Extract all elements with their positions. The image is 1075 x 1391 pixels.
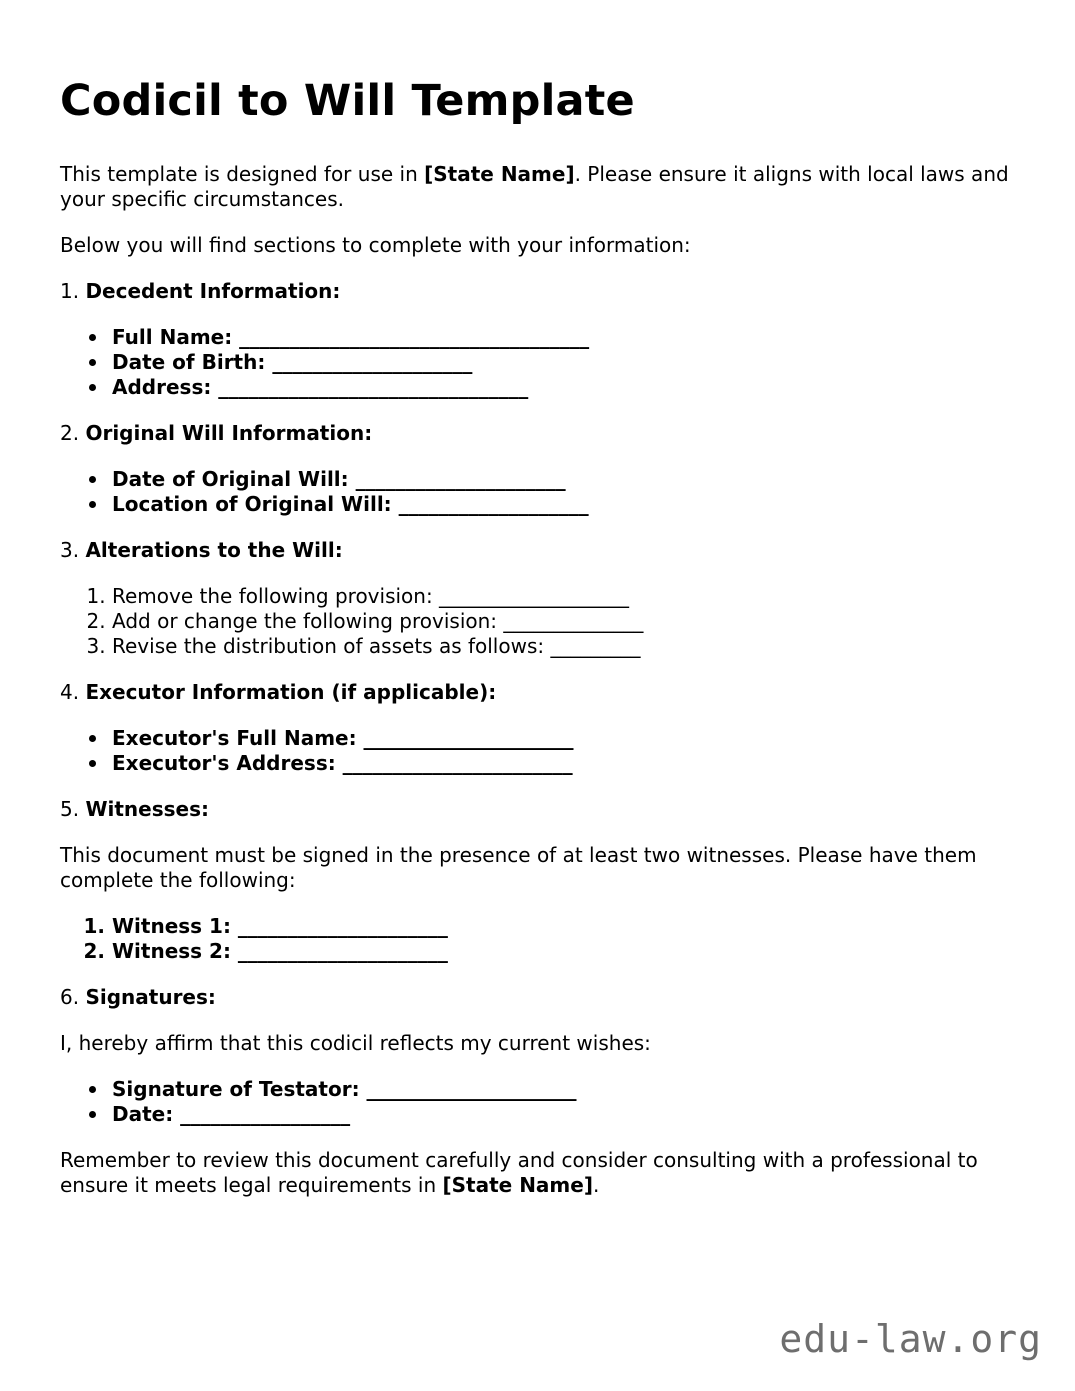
section-5-heading: 5. Witnesses: xyxy=(60,797,210,821)
revise-distribution-field: 3. Revise the distribution of assets as follows: _________ xyxy=(112,634,1020,659)
affirmation-paragraph: I, hereby affirm that this codicil reflects my current wishes: xyxy=(60,1031,651,1055)
page-title: Codicil to Will Template xyxy=(60,76,635,126)
state-name-placeholder: [State Name] xyxy=(424,162,575,186)
instructions-paragraph: Below you will find sections to complete with your information: xyxy=(60,233,691,257)
closing-paragraph: Remember to review this document carefully and consider consulting with a professional to ensure it meets legal requirements in [State Name]. xyxy=(60,1148,978,1197)
witnesses-list xyxy=(60,914,1020,964)
section-6-heading: 6. Signatures: xyxy=(60,985,216,1009)
witness-1-field: 1. Witness 1: _____________________ xyxy=(112,914,1020,939)
state-name-placeholder-closing: [State Name] xyxy=(442,1173,593,1197)
document-page xyxy=(60,72,1020,1198)
witness-2-field: 2. Witness 2: _____________________ xyxy=(112,939,1020,964)
alterations-list xyxy=(60,584,1020,659)
remove-provision-field: 1. Remove the following provision: ___________________ xyxy=(112,584,1020,609)
signature-of-testator-field: Signature of Testator: _____________________ xyxy=(112,1077,1020,1102)
watermark: edu-law.org xyxy=(779,1317,1042,1361)
signatures-list xyxy=(60,1077,1020,1127)
signature-date-field: Date: _________________ xyxy=(112,1102,1020,1127)
add-change-provision-field: 2. Add or change the following provision: ______________ xyxy=(112,609,1020,634)
decedent-info-list xyxy=(60,325,1020,400)
executor-address-field: Executor's Address: _______________________ xyxy=(112,751,1020,776)
location-of-original-will-field: Location of Original Will: ___________________ xyxy=(112,492,1020,517)
date-of-birth-field: Date of Birth: ____________________ xyxy=(112,350,1020,375)
executor-info-list xyxy=(60,726,1020,776)
address-field: Address: _______________________________ xyxy=(112,375,1020,400)
section-3-heading: 3. Alterations to the Will: xyxy=(60,538,343,562)
section-4-heading: 4. Executor Information (if applicable): xyxy=(60,680,497,704)
full-name-field: Full Name: ___________________________________ xyxy=(112,325,1020,350)
date-of-original-will-field: Date of Original Will: _____________________ xyxy=(112,467,1020,492)
witnesses-paragraph: This document must be signed in the presence of at least two witnesses. Please have them complete the following: xyxy=(60,843,977,892)
intro-paragraph: This template is designed for use in [State Name]. Please ensure it aligns with local laws and your specific circumstances. xyxy=(60,162,1009,211)
section-2-heading: 2. Original Will Information: xyxy=(60,421,373,445)
executor-full-name-field: Executor's Full Name: _____________________ xyxy=(112,726,1020,751)
section-1-heading: 1. Decedent Information: xyxy=(60,279,341,303)
original-will-list xyxy=(60,467,1020,517)
